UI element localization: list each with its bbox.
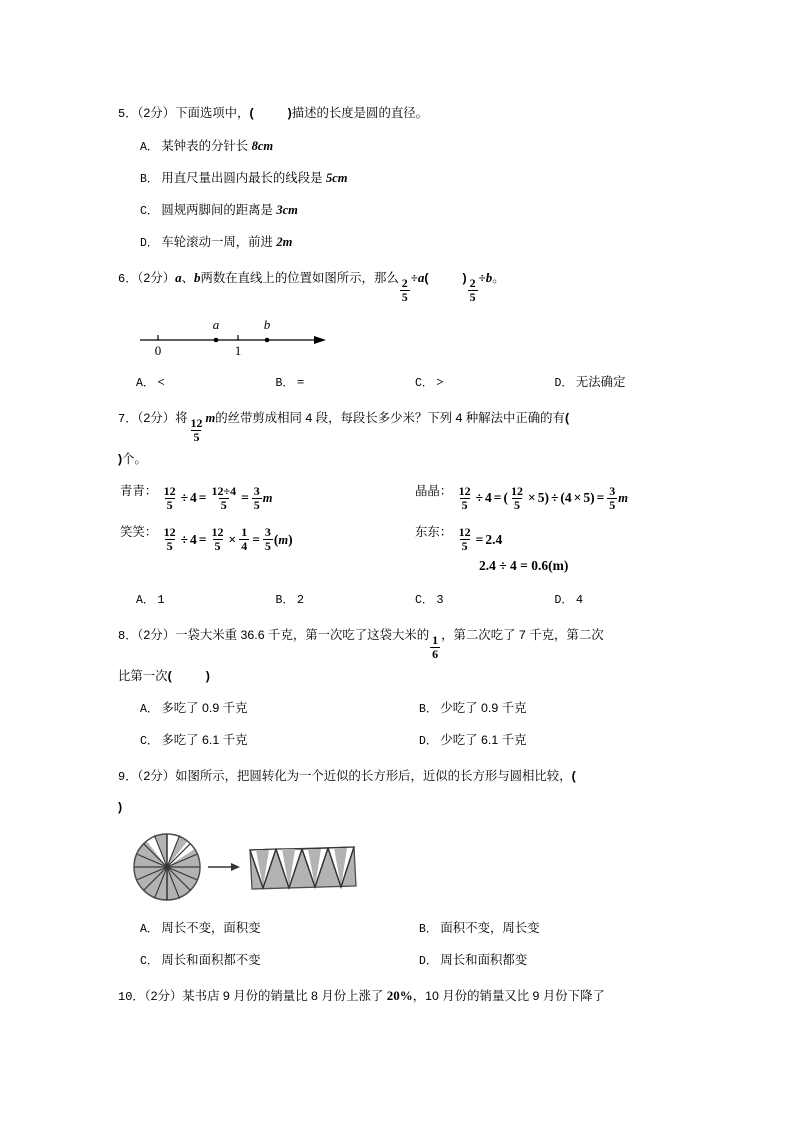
question-5 <box>118 98 676 259</box>
question-9-stem-line2 <box>118 792 676 822</box>
question-6-stem: 6．（2分）a、b两数在直线上的位置如图所示，那么 $\frac{2}{5}$ ÷a( ) $\frac{2}{5}$ ÷b。 <box>118 270 505 304</box>
tick-label-1: 1 <box>234 342 242 358</box>
question-5-stem-before: 下面选项中， <box>175 106 250 120</box>
question-9-answer-blank-open[interactable]: ( <box>571 768 576 783</box>
circle-to-rectangle-svg <box>128 828 358 906</box>
sector-circle-icon <box>134 834 200 900</box>
question-5-option-c[interactable]: C． 圆规两脚间的距离是 3cm <box>140 203 298 218</box>
variable-b: b <box>193 270 201 285</box>
questions-container <box>118 98 676 1016</box>
question-10-number: 10 <box>118 989 133 1004</box>
question-10 <box>118 981 676 1012</box>
question-5-answer-blank[interactable]: ( ) <box>249 106 292 120</box>
question-7-points: （2分） <box>137 410 176 425</box>
question-8-number: 8 <box>118 628 126 643</box>
question-9-number: 9 <box>118 769 126 784</box>
question-10-stem: 10．（2分）某书店 9 月份的销量比 8 月份上涨了 20%，10 月份的销量又比 9 月份下降了 <box>118 987 605 1004</box>
question-7-answer-blank-close[interactable]: ) <box>118 451 123 466</box>
question-6-option-a[interactable]: A． < <box>136 373 165 390</box>
variable-a: a <box>417 270 425 285</box>
question-7-stem-line1: 7．（2分）将 $\frac{12}{5}$ m的丝带剪成相同 4 段，每段长多少米？下列 4 种解法中正确的有( <box>118 410 570 444</box>
question-5-stem: 5．（2分）下面选项中，( )描述的长度是圆的直径。 <box>118 106 429 121</box>
question-8-option-d[interactable]: D． 少吃了 6.1 千克 <box>419 732 527 748</box>
question-6 <box>118 263 676 399</box>
question-6-points: （2分） <box>137 271 176 285</box>
question-7-answer-blank-open[interactable]: ( <box>564 410 570 425</box>
question-6-number: 6 <box>118 272 126 286</box>
question-7-solutions-row-3 <box>118 557 676 575</box>
question-8-option-c[interactable]: C． 多吃了 6.1 千克 <box>140 732 248 748</box>
question-8-option-a[interactable]: A． 多吃了 0.9 千克 <box>140 700 248 716</box>
question-8-stem-line2: 比第一次( ) <box>118 668 210 683</box>
question-5-options <box>118 131 676 259</box>
question-7 <box>118 403 676 616</box>
question-5-option-a[interactable]: A． 某钟表的分针长 8cm <box>140 139 274 154</box>
fraction-two-fifths: $\frac{2}{5}$ <box>401 276 408 304</box>
question-6-option-d[interactable]: D． 无法确定 <box>554 374 626 390</box>
question-7-option-a[interactable]: A． 1 <box>136 592 165 607</box>
variable-a: a <box>175 270 182 285</box>
question-8-answer-blank[interactable]: ( ) <box>167 668 210 683</box>
question-6-stem-text: 两数在直线上的位置如图所示，那么 <box>200 271 399 285</box>
unit-value: 5cm <box>325 171 348 185</box>
question-9-option-a[interactable]: A． 周长不变，面积变 <box>140 920 261 936</box>
question-9 <box>118 761 676 977</box>
solution-xiaoxiao: 笑笑： $\frac{12}{5}$ ÷ 4 = $\frac{12}{5}$ × $\frac{1}{4}$ = $\frac{3}{5}$ ( m ) <box>118 515 397 556</box>
number-line-svg <box>136 310 336 358</box>
question-6-option-c[interactable]: C． > <box>415 373 444 390</box>
question-6-option-b[interactable]: B． = <box>275 373 305 390</box>
question-9-options <box>118 913 676 977</box>
question-7-solutions-row-2 <box>118 515 676 556</box>
circle-to-rectangle-figure <box>128 828 676 911</box>
question-7-number: 7 <box>118 411 126 426</box>
question-8-stem-line1: 8．（2分）一袋大米重 36.6 千克，第一次吃了这袋大米的 $\frac{1}{6}$ ，第二次吃了 7 千克，第二次 <box>118 627 604 661</box>
question-8-options <box>118 693 676 757</box>
solution-dongdong: 东东： $\frac{12}{5}$ = 2.4 <box>397 515 676 556</box>
question-5-option-d[interactable]: D． 车轮滚动一周，前进 2m <box>140 235 293 250</box>
question-9-points: （2分） <box>137 768 176 783</box>
solution-jingjing-expression: $\frac{12}{5}$ ÷ 4 = ( $\frac{12}{5}$ × 5) ÷ (4 × 5) = $\frac{3}{5}$ m <box>458 483 629 512</box>
question-9-answer-blank-close[interactable]: ) <box>118 799 123 814</box>
question-9-option-d[interactable]: D． 周长和面积都变 <box>419 952 528 968</box>
unit-meter: m <box>205 410 216 425</box>
question-7-option-c[interactable]: C． 3 <box>415 592 444 607</box>
point-label-a: a <box>212 316 220 332</box>
question-7-stem-line2: )个。 <box>118 451 147 466</box>
question-7-option-d[interactable]: D． 4 <box>554 592 584 607</box>
question-8 <box>118 620 676 757</box>
arrow-right-icon <box>208 863 240 871</box>
solution-dongdong-expression-line1: $\frac{12}{5}$ = 2.4 <box>458 525 503 554</box>
solution-dongdong-expression-line2: 2.4 ÷ 4 = 0.6(m) <box>479 557 569 573</box>
question-5-stem-after: 描述的长度是圆的直径。 <box>291 106 429 120</box>
question-5-option-b[interactable]: B． 用直尺量出圆内最长的线段是 5cm <box>140 171 348 186</box>
solution-qingqing: 青青： $\frac{12}{5}$ ÷ 4 = $\frac{12\div 4}{5}$ = $\frac{3}{5}$ m <box>118 474 397 515</box>
question-7-option-b[interactable]: B． 2 <box>275 592 305 607</box>
variable-b: b <box>485 270 493 285</box>
fraction-two-fifths: $\frac{2}{5}$ <box>469 276 476 304</box>
question-5-points: （2分） <box>137 106 176 120</box>
percent-value: 20% <box>386 987 413 1003</box>
question-9-stem-line1: 9．（2分）如图所示，把圆转化为一个近似的长方形后，近似的长方形与圆相比较，( <box>118 768 576 784</box>
question-9-option-b[interactable]: B． 面积不变，周长变 <box>419 920 540 936</box>
question-8-option-b[interactable]: B． 少吃了 0.9 千克 <box>419 700 527 716</box>
question-6-options <box>118 367 676 399</box>
question-9-option-c[interactable]: C． 周长和面积都不变 <box>140 952 261 968</box>
tick-label-0: 0 <box>154 342 162 358</box>
question-7-options <box>118 585 676 616</box>
solution-xiaoxiao-expression: $\frac{12}{5}$ ÷ 4 = $\frac{12}{5}$ × $\frac{1}{4}$ = $\frac{3}{5}$ ( m ) <box>163 525 293 554</box>
solution-qingqing-expression: $\frac{12}{5}$ ÷ 4 = $\frac{12\div 4}{5}$ = $\frac{3}{5}$ m <box>163 483 273 512</box>
unit-value: 3cm <box>276 203 298 217</box>
unit-value: 2m <box>276 235 293 249</box>
fraction-one-sixth: $\frac{1}{6}$ <box>432 632 439 661</box>
question-7-solutions-row-1 <box>118 474 676 515</box>
question-8-points: （2分） <box>137 627 176 642</box>
question-5-number: 5 <box>118 107 126 121</box>
fraction-twelve-fifths: $\frac{12}{5}$ <box>190 415 203 444</box>
question-10-points: （2分） <box>144 988 183 1003</box>
approximate-rectangle-icon <box>250 847 356 889</box>
point-label-b: b <box>263 316 271 332</box>
question-6-answer-blank[interactable]: ( ) <box>424 271 467 285</box>
solution-jingjing: 晶晶： $\frac{12}{5}$ ÷ 4 = ( $\frac{12}{5}$ × 5) ÷ (4 × 5) = $\frac{3}{5}$ m <box>397 474 676 515</box>
number-line-figure <box>136 310 676 363</box>
unit-value: 8cm <box>251 139 274 153</box>
